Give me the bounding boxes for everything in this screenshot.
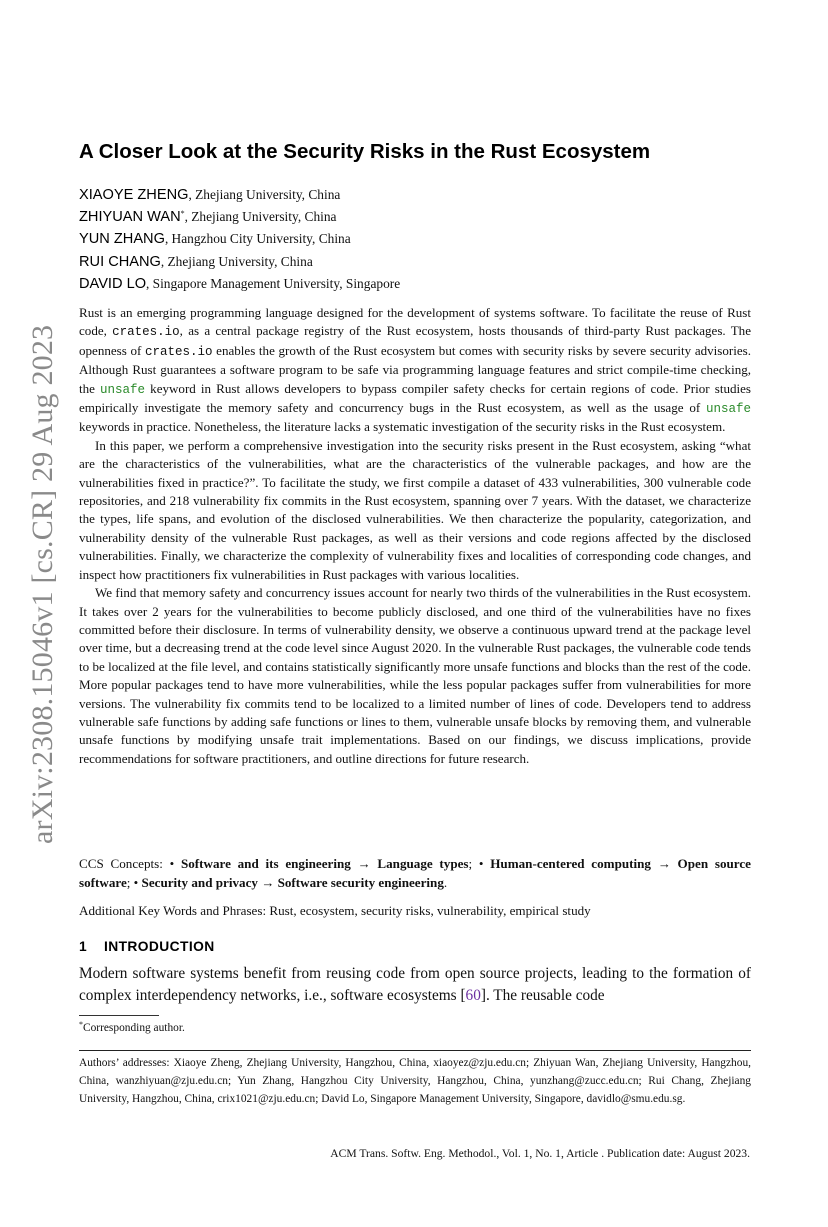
footnote-rule (79, 1015, 159, 1016)
abstract-text: enables the growth of the Rust ecosystem but comes with security risks by severe security advisories. Although Rust guarantees a software program to be safe via programming language features and strict compile-time checking, the (79, 342, 751, 396)
addresses-rule (79, 1050, 751, 1051)
abstract-paragraph-1 (79, 304, 751, 437)
author-name: XIAOYE ZHENG (79, 187, 189, 203)
author-affiliation: Zhejiang University, China (167, 253, 313, 269)
section-heading (79, 939, 579, 954)
ccs-separator: ; • (126, 874, 142, 890)
ccs-prefix: CCS Concepts: • (79, 856, 181, 871)
ccs-concept: Software and its engineering → Language types (180, 856, 469, 871)
author-name: RUI CHANG (79, 253, 161, 270)
code-crates-io: crates.io (145, 344, 213, 359)
ccs-concept: Human-centered computing → Open source software (79, 856, 751, 890)
author-addresses: Authors’ addresses: Xiaoye Zheng, Zhejiang University, Hangzhou, China, xiaoyez@zju.edu.cn; Zhiyuan Wan, Zhejiang University, Hangzhou, China, wanzhiyuan@zju.edu.cn; Yun Zhang, Hangzhou City University, Hangzhou, China, yunzhang@zucc.edu.cn; Rui Chang, Zhejiang University, Hangzhou, China, crix1021@zju.edu.cn; David Lo, Singapore Management University, Singapore, davidlo@smu.edu.sg. (79, 1057, 751, 1106)
author-affiliation: Zhejiang University, China (195, 187, 341, 202)
author-name: YUN ZHANG (79, 231, 165, 248)
additional-keywords: Additional Key Words and Phrases: Rust, ecosystem, security risks, vulnerability, empirical study (79, 903, 591, 918)
section-title: INTRODUCTION (104, 939, 215, 954)
abstract (79, 304, 751, 768)
author-entry: RUI CHANG, Zhejiang University, China (79, 253, 313, 270)
paper-title: A Closer Look at the Security Risks in the Rust Ecosystem (79, 140, 651, 163)
ccs-concepts (79, 855, 751, 892)
author-name: ZHIYUAN WAN (79, 209, 181, 226)
code-crates-io: crates.io (112, 325, 180, 340)
ccs-concept: Security and privacy → Software security engineering (141, 874, 444, 890)
intro-paragraph (79, 963, 751, 1006)
abstract-text: keyword in Rust allows developers to bypass compiler safety checks for certain regions of code. Prior studies empirically investigate the memory safety and concurrency bugs in the Rust ecosystem, as well as the usage of (79, 380, 751, 416)
intro-text: Modern software systems benefit from reusing code from open source projects, leading to the formation of complex interdependency networks, i.e., software ecosystems [ (79, 965, 751, 1004)
intro-text: ]. The reusable code (480, 986, 605, 1004)
author-list (79, 184, 759, 295)
ccs-separator: ; • (468, 856, 491, 871)
corresponding-author-mark: * (180, 209, 185, 219)
citation-link[interactable]: 60 (465, 986, 481, 1004)
author-entry: YUN ZHANG, Hangzhou City University, China (79, 231, 351, 248)
keyword-unsafe: unsafe (100, 382, 146, 397)
abstract-text: Rust is an emerging programming language designed for the development of systems software. To facilitate the reuse of Rust code, (79, 305, 751, 339)
author-entry: DAVID LO, Singapore Management University, Singapore (79, 275, 401, 292)
ccs-suffix: . (443, 874, 448, 890)
abstract-paragraph-2: In this paper, we perform a comprehensive investigation into the security risks present in the Rust ecosystem, asking “what are the characteristics of the vulnerabilities, what are the characteristics of the vulnerable packages, and how are the vulnerabilities fixed in practice?”. To facilitate the study, we first compile a dataset of 433 vulnerabilities, 300 vulnerable code repositories, and 218 vulnerability fix commits in the Rust ecosystem, spanning over 7 years. With the dataset, we characterize the types, life spans, and evolution of the disclosed vulnerabilities. We then characterize the popularity, categorization, and vulnerability density of the vulnerable Rust packages, as well as their versions and code regions affected by the disclosed vulnerabilities. Finally, we characterize the complexity of vulnerability fixes and localities of corresponding code changes, and inspect how practitioners fix vulnerabilities in Rust packages with various localities. (79, 437, 751, 582)
section-number: 1 (79, 939, 88, 954)
abstract-text: keywords in practice. Nonetheless, the literature lacks a systematic investigation of the security risks in the Rust ecosystem. (79, 419, 726, 435)
abstract-paragraph-3: We find that memory safety and concurrency issues account for nearly two thirds of the vulnerabilities in the Rust ecosystem. It takes over 2 years for the vulnerabilities to become publicly disclosed, and one third of the vulnerabilities have no fixes committed before their disclosure. In terms of vulnerability density, we observe a continuous upward trend at the package level over time, but a decreasing trend at the code level since August 2020. In the vulnerable Rust packages, the vulnerable code tends to be localized at the file level, and contains statistically significantly more unsafe functions and blocks than the rest of the code. More popular packages tend to have more vulnerabilities, while the less popular packages suffer from vulnerabilities for more versions. The vulnerability fix commits tend to be localized to a limited number of lines of code. Developers tend to address vulnerable safe functions by adding safe functions or lines to them, vulnerable unsafe blocks by removing them, and vulnerable unsafe functions by modifying unsafe trait implementations. Based on our findings, we discuss implications, provide recommendations for software practitioners, and outline directions for future research. (79, 585, 751, 766)
author-entry: ZHIYUAN WAN*, Zhejiang University, China (79, 209, 337, 226)
author-name: DAVID LO (79, 275, 147, 292)
footnote (79, 1020, 751, 1036)
abstract-text: , as a central package registry of the Rust ecosystem, hosts thousands of third-party Rust packages. The openness of (79, 323, 751, 358)
author-affiliation: Zhejiang University, China (191, 209, 337, 225)
footnote-text: Corresponding author. (83, 1022, 185, 1034)
arxiv-stamp: arXiv:2308.15046v1 [cs.CR] 29 Aug 2023 (26, 324, 59, 844)
footnote-mark: * (79, 1020, 83, 1029)
running-footer: ACM Trans. Softw. Eng. Methodol., Vol. 1, No. 1, Article . Publication date: August 2023. (330, 1147, 750, 1160)
author-entry: XIAOYE ZHENG, Zhejiang University, China (79, 187, 341, 203)
author-affiliation: Hangzhou City University, China (171, 231, 351, 247)
author-affiliation: Singapore Management University, Singapore (152, 275, 401, 291)
keyword-unsafe: unsafe (705, 402, 751, 417)
